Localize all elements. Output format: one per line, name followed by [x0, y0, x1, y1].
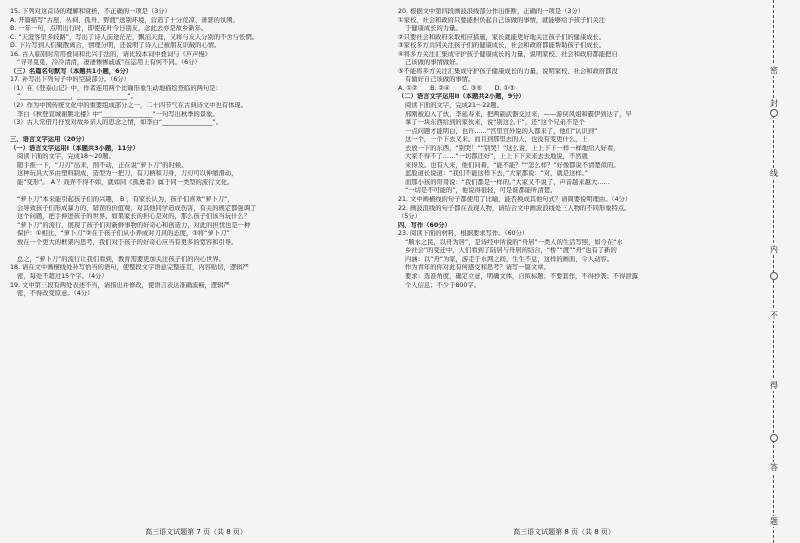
- right-text-line: 个人信息；不少于800字。: [405, 281, 480, 289]
- right-text-line: A. ①② B. ②④ C. ③⑤ D. ①③: [398, 84, 515, 92]
- left-text-line: B. 一年一句，点明出行时，即使花叶今日别友，念此去亦是故乡新年。: [10, 25, 208, 33]
- left-text-line: 密，每处不超过15个字。（4分）: [17, 272, 108, 280]
- right-text-line: （5分）: [398, 213, 421, 221]
- right-text-line: ⑤不能将多方关注汇集成守护孩子健康成长的力量，说明家校、社会和政府都没: [398, 67, 618, 75]
- right-text-line: 而那小孩的哥哥说：“我们都是一样的。”大家又不说了，声音越来越大……: [405, 178, 610, 186]
- left-page-footer: 高三语文试题第 7 页（共 8 页）: [145, 528, 247, 536]
- right-text-line: 22. 画波浪线的句子都在表现人物，请结合文中画波浪线处三人物的不同形象特点。: [398, 204, 631, 212]
- seal-char: 得: [767, 380, 781, 391]
- right-page: [398, 8, 730, 537]
- seal-margin: [755, 0, 795, 543]
- right-text-line: 己该做的事情做好。: [405, 59, 462, 67]
- right-text-line: 一点问题才能明白，也许……”宫里宫外说的人都来了，他们“认识到”: [405, 127, 598, 135]
- left-text-line: 阅读下面的文字，完成18～20题。: [17, 153, 115, 161]
- right-page-lines: [398, 8, 730, 290]
- left-text-line: （2）作为中国传统文化中的重要组成部分之一，二十四节气在古典诗文中也有体现。: [10, 102, 247, 110]
- left-text-line: D. 下片写到人们聚散离合，情理分明，还说明了诗人已被朋友识破的心情。: [10, 42, 221, 50]
- right-text-line: 蓝脸道长说道：“我们不能这样下去，”大家都说：“对，就是这样。”: [405, 170, 589, 178]
- left-text-line: “萝卜刀”本来能引起孩子们的兴趣， B ，有家长认为，孩子们喜欢“萝卜刀”，: [17, 196, 234, 204]
- right-text-line: “一切是不可能的”，他说得很轻，可是谁都能听清楚。: [405, 187, 557, 195]
- right-text-line: 内涵：以“舟”为家，游走于水网之间，生生不息，这样的画面，令人动容。: [405, 255, 614, 263]
- right-text-line: ②只要社会和政府采取相应措施，家长就能更好地关注孩子们的健康成长。: [398, 33, 606, 41]
- left-text-line: 这种玩具大多由塑料制成，造型为一把刀，有刀柄和刀身，刀刃可以伸缩滑动，: [17, 170, 238, 178]
- left-text-line: 保护：①相比，“萝卜刀”②在于孩子们从小养成对刀具的态度，③将“萝卜刀”: [17, 230, 230, 238]
- left-text-line: （1）在《登泰山记》中，作者连用两个比喻形象生动地描绘登临的两句是：: [10, 84, 222, 92]
- left-page-lines: [10, 8, 382, 299]
- left-text-line: “萝卜刀”的流行，展现了孩子们对新鲜事物的好奇心和创造力，对此的担忧也是一种: [17, 221, 251, 229]
- right-text-line: 于健康成长的力量。: [405, 25, 462, 33]
- left-text-line: 总之，“萝卜刀”的流行让我们看到，教育需要更加关注孩子们的内心世界。: [17, 255, 226, 263]
- right-text-line: ①家校、社会和政府只要能担负起自己该做的事情，就能够给予孩子们关注: [398, 16, 606, 24]
- seal-char: 不: [767, 310, 781, 321]
- left-text-line: （一）语言文字运用I（本题共3小题，11分）: [10, 144, 139, 152]
- binding-hole: [770, 434, 778, 442]
- right-text-line: 20. 根据文中第四段画波浪线部分作出推断，正确的一项是（3分）: [398, 8, 585, 15]
- right-text-line: （二）语言文字运用II（本题共2小题，9分）: [398, 93, 525, 101]
- binding-hole: [770, 272, 778, 280]
- right-text-line: 大家不得不了……“一切都还好”，上上下下来来去去地说，不然就: [405, 153, 588, 161]
- left-text-line: 18. 请在文中画横线处补写恰当的语句，使整段文字语意完整连贯，内容贴切，逻辑严: [10, 264, 249, 272]
- left-text-line: 李白《秋登宣城谢朓北楼》中“________________”一句写出秋季的景象。: [17, 110, 219, 118]
- right-text-line: 去放一下的东西，“别哭！”“别哭！”这么说，上上下下一样一样地给人好看，: [405, 144, 620, 152]
- right-text-line: 四、写作（60分）: [398, 221, 451, 229]
- left-text-line: 19. 文中第三段有两处表述不当，请指出并修改，使语言表达准确流畅，逻辑严: [10, 281, 230, 289]
- left-text-line: 放在一个更大的框架内思考，我们对于孩子的好奇心应当有更多的宽容和引导。: [17, 238, 238, 246]
- right-text-line: 作为青年的你对此有何感受和思考？请写一篇文章。: [405, 264, 550, 272]
- right-text-line: 这一个，一个下去又来。而且到那里去的人，也没有变更什么，上: [405, 136, 588, 144]
- seal-char: 内: [767, 244, 781, 255]
- right-text-line: 21. 文中画横线的句子都使用了比喻，能否换成其他句式？请简要说明理由。（4分）: [398, 196, 632, 204]
- right-text-line: 阅读下面的文字，完成21～22题。: [405, 102, 503, 110]
- right-text-line: 来得及。也有人来，他们问着，“能不能？”“怎么样？”好像都说不清楚似的。: [405, 161, 620, 169]
- left-text-line: 15. 下列对这首诗的理解和赏析，不正确的一项是（3分）: [10, 8, 171, 15]
- left-text-line: “________________，________________”。: [17, 93, 137, 101]
- left-text-line: [10, 247, 382, 256]
- seal-char: 线: [767, 168, 781, 179]
- left-text-line: 17. 补写出下列句子中的空缺部分。（6分）: [10, 76, 130, 84]
- left-text-line: 16. 古人临别时常用叠词和比兴手法的，请比较本词中叠词与《芦声慢》: [10, 50, 211, 58]
- seal-char: 题: [767, 516, 781, 527]
- right-text-line: ④将多方关注汇集成守护孩子健康成长的力量，说明家校、社会和政府都能把自: [398, 50, 618, 58]
- right-text-line: 拿了一块东西给到的家伙来，说“别这么干”，还“这个兄弟不是个: [405, 119, 585, 127]
- seal-char: 答: [767, 462, 781, 473]
- right-text-line: 要求：选准角度，确定立意，明确文体，自拟标题；不要套作，不得抄袭；不得泄露: [405, 272, 638, 280]
- right-text-line: 邢刚被迫入了伙，李延寿来，把两副武器交过来，——游侠风姐和霸伊到达了，早: [405, 110, 632, 118]
- right-page-footer: 高三语文试题第 8 页（共 8 页）: [513, 528, 615, 536]
- seal-char: 密: [767, 65, 781, 76]
- left-text-line: [10, 187, 382, 196]
- left-text-line: （3）古人常借月抒发对故乡亲人的思念之情，如李白“________________”。: [10, 119, 223, 127]
- right-text-line: 23. 阅读下面的材料，根据要求写作。（60分）: [398, 230, 529, 238]
- binding-hole: [770, 109, 778, 117]
- left-text-line: A. 开篇描写“古屋、丛祠、孤舟、野渡”送别环境，营造了十分荒凉、萧瑟的氛围。: [10, 16, 239, 24]
- left-text-line: [10, 128, 382, 137]
- left-text-line: C. “天涯客里多歧路”，写出了诗人前途茫茫，飘泊天涯，又将与友人分别的不舍与怅惘。: [10, 33, 258, 41]
- left-text-line: 随手推一下，“刀刃”出来，削不动，正在说“萝卜刀”的时候。: [17, 161, 188, 169]
- right-text-line: “顺水之民，以舟为居”，是诗经中所说的“舟居”一类人的生活写照，如今在“水: [405, 238, 623, 246]
- left-text-line: 三、语言文字运用（20分）: [10, 136, 89, 144]
- left-text-line: 这个问题，把手伸进孩子的世界。如果家长的担心是对的，那么孩子们该当玩什么？: [17, 213, 250, 221]
- left-text-line: 密，不得改变原意。（4分）: [17, 290, 94, 298]
- left-text-line: 会导致孩子们形成暴力的、错误的价值观，对其他同学造成伤害，有关的规定都强调了: [17, 204, 257, 212]
- left-text-line: “寻寻觅觅，冷冷清清，凄凄惨惨戚戚”在运用上有何不同。（6分）: [17, 59, 201, 67]
- seal-char: 封: [767, 98, 781, 109]
- right-text-line: 乡社会”的变迁中，人们看到了陆居与舟居的结合，“桥”“渡”“舟”也有了新的: [405, 247, 617, 255]
- right-text-line: ③家校多方共同关注孩子们的健康成长，社会和政府都能帮助孩子们成长。: [398, 42, 606, 50]
- left-text-line: 能“变形”。 A ？戏弄不得不如，就如同《孤勇者》属于同一类型的流行文化。: [17, 178, 234, 186]
- right-text-line: 有做好自己该做的事情。: [405, 76, 475, 84]
- left-text-line: （三）名篇名句默写（本题共1小题，6分）: [10, 67, 133, 75]
- left-page: [10, 8, 382, 537]
